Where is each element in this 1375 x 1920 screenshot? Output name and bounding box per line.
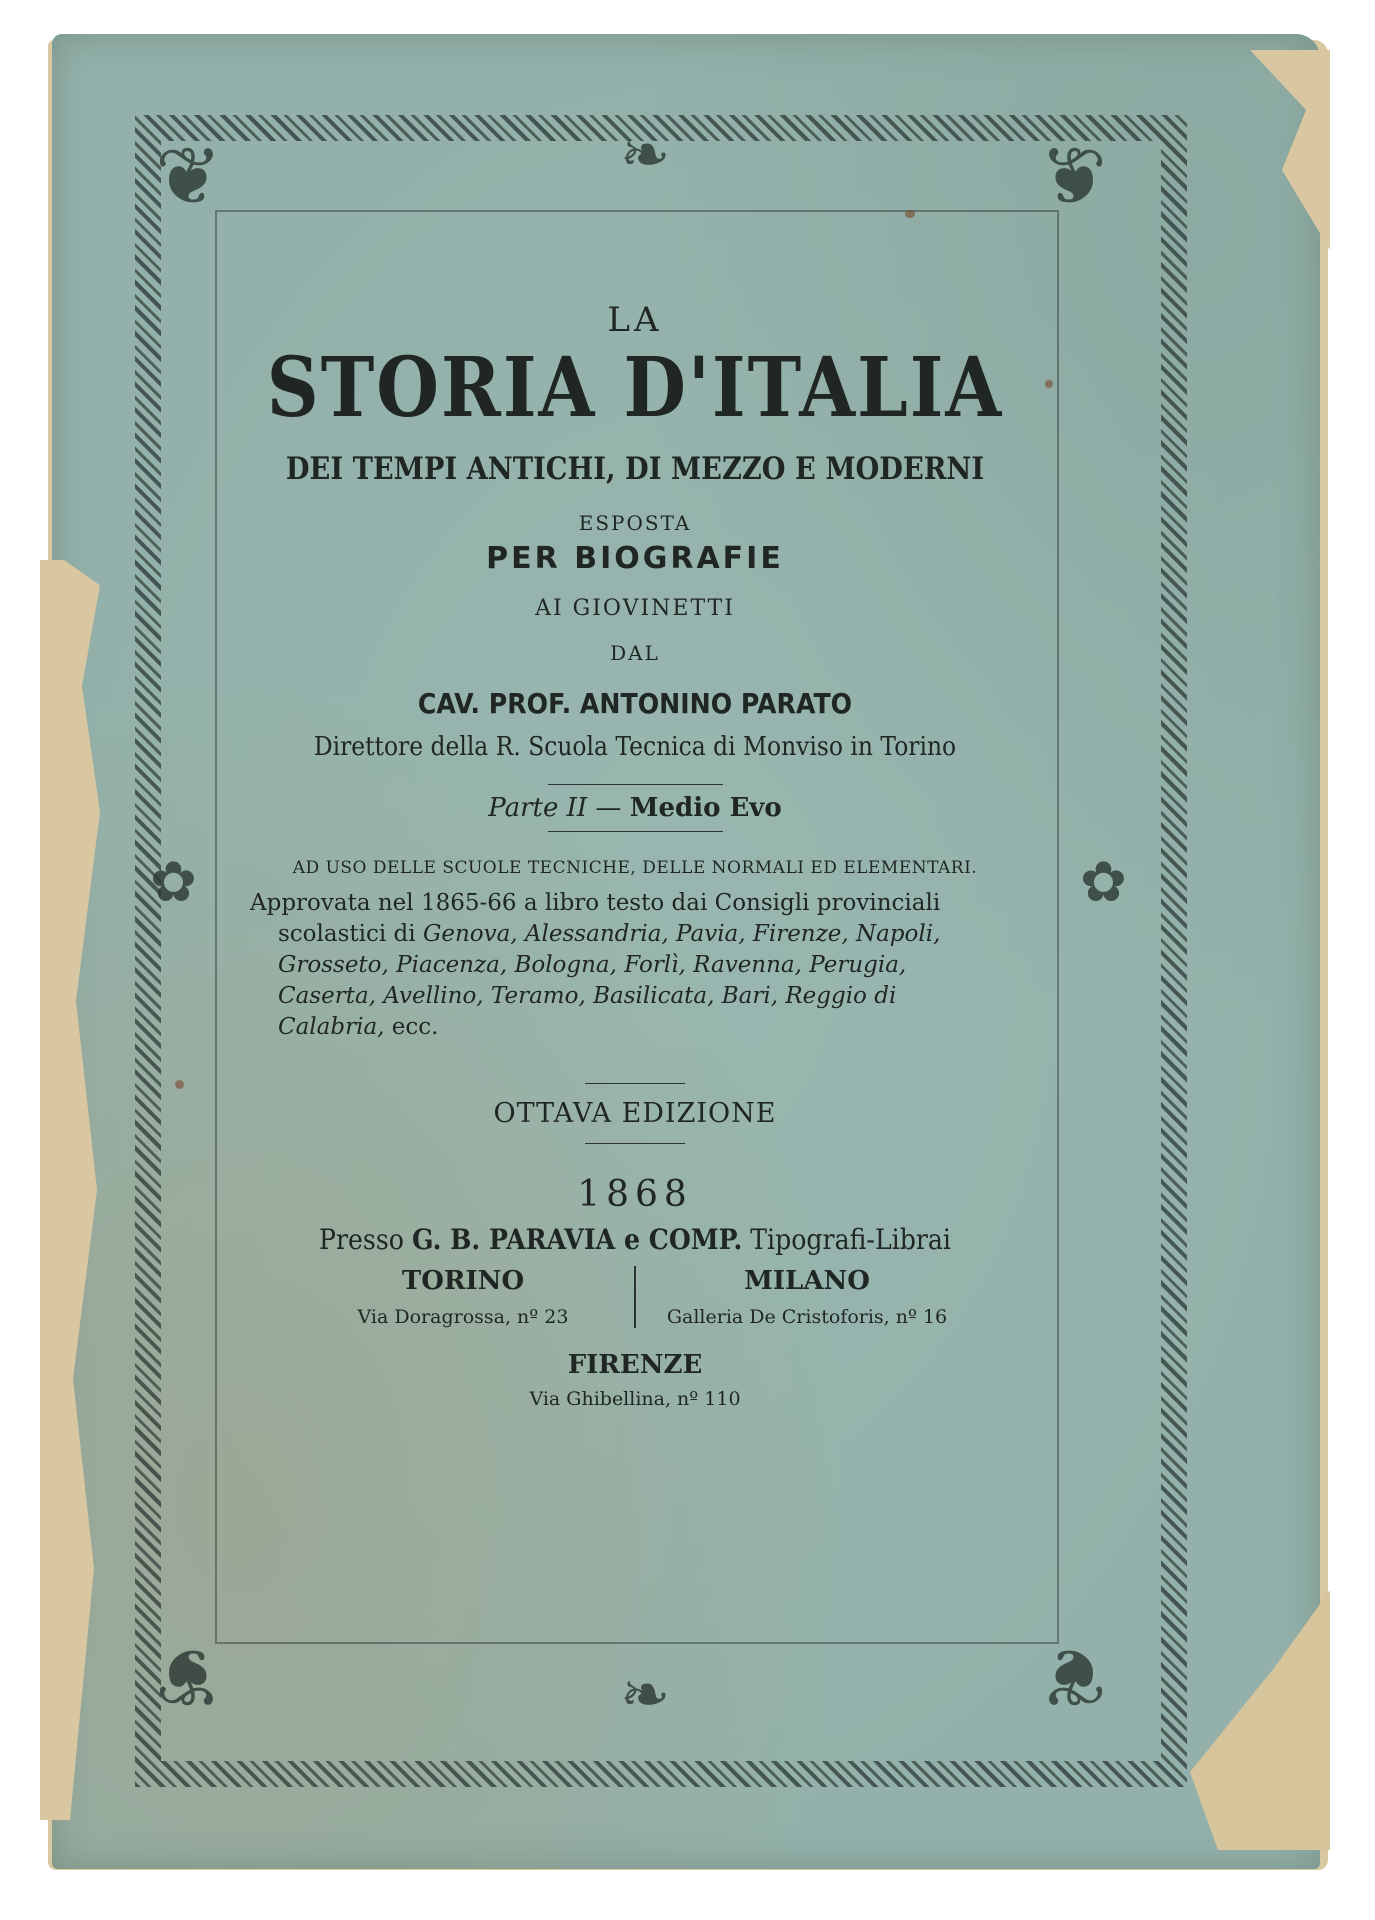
city-firenze: FIRENZE [567, 1350, 703, 1380]
city-name: MILANO [744, 1266, 870, 1296]
divider-rule [548, 831, 723, 832]
approval-line [250, 950, 1030, 981]
ornament-icon: ❧ [620, 120, 671, 190]
part-heading [230, 793, 1040, 823]
publisher-prefix: Presso [318, 1223, 404, 1256]
approval-line: Approvata nel 1865-66 a libro testo dai Consigli provinciali [250, 890, 941, 916]
foxing-stain [1045, 380, 1053, 388]
ornament-icon: ❦ [1040, 1630, 1108, 1723]
publisher-line [271, 1223, 1000, 1256]
divider-rule [585, 1083, 685, 1084]
title-article: LA [607, 300, 663, 340]
approval-cities: Calabria, [278, 1014, 385, 1040]
approval-line [250, 919, 1030, 950]
ornament-icon: ❦ [1040, 130, 1108, 223]
foxing-stain [905, 210, 915, 218]
author-role: Direttore della R. Scuola Tecnica di Monviso in Torino [313, 732, 957, 762]
ornament-icon: ✿ [1080, 850, 1127, 915]
ornament-icon: ❧ [620, 1660, 671, 1730]
author-name: CAV. PROF. ANTONINO PARATO [417, 687, 853, 720]
city-milano [642, 1266, 972, 1328]
per-biografie-text: PER BIOGRAFIE [486, 541, 784, 576]
city-address: Via Doragrossa, nº 23 [357, 1306, 569, 1328]
divider-rule [585, 1143, 685, 1144]
approval-cities: Genova, Alessandria, Pavia, Firenze, Napoli, [422, 921, 941, 947]
ornament-icon: ❦ [155, 130, 223, 223]
city-torino [298, 1266, 628, 1328]
part-name: Medio Evo [629, 793, 782, 823]
approval-paragraph [250, 888, 1030, 1043]
city-name: TORINO [401, 1266, 525, 1296]
approval-cities: Caserta, Avellino, Teramo, Basilicata, Bari, Reggio di [278, 983, 897, 1009]
cover-text-block [230, 290, 1040, 1410]
approval-suffix: ecc. [391, 1014, 439, 1040]
city-address: Via Ghibellina, nº 110 [529, 1388, 741, 1410]
approval-line [250, 981, 1030, 1012]
approval-line [250, 1012, 1030, 1043]
divider-rule [548, 784, 723, 785]
publisher-cities [230, 1266, 1040, 1328]
approval-prefix: scolastici di [278, 921, 416, 947]
foxing-stain [175, 1080, 184, 1089]
dal-text: DAL [610, 641, 660, 665]
audience-text: AI GIOVINETTI [535, 596, 735, 621]
ornament-icon: ❦ [155, 1630, 223, 1723]
publisher-name: G. B. PARAVIA e COMP. [411, 1223, 743, 1256]
part-label: Parte II — [488, 793, 622, 823]
approval-cities: Grosseto, Piacenza, Bologna, Forlì, Ravenna, Perugia, [278, 952, 907, 978]
usage-note: AD USO DELLE SCUOLE TECNICHE, DELLE NORMALI ED ELEMENTARI. [292, 858, 978, 878]
publisher-suffix: Tipografi-Librai [750, 1223, 951, 1256]
edition-text: OTTAVA EDIZIONE [493, 1098, 777, 1129]
esposta-text: ESPOSTA [578, 511, 692, 535]
city-address: Galleria De Cristoforis, nº 16 [666, 1306, 948, 1328]
publication-year: 1868 [577, 1174, 693, 1215]
book-subtitle: DEI TEMPI ANTICHI, DI MEZZO E MODERNI [285, 451, 985, 487]
book-title: STORIA D'ITALIA [266, 337, 1004, 436]
ornament-icon: ✿ [150, 850, 197, 915]
city-separator [634, 1266, 636, 1328]
